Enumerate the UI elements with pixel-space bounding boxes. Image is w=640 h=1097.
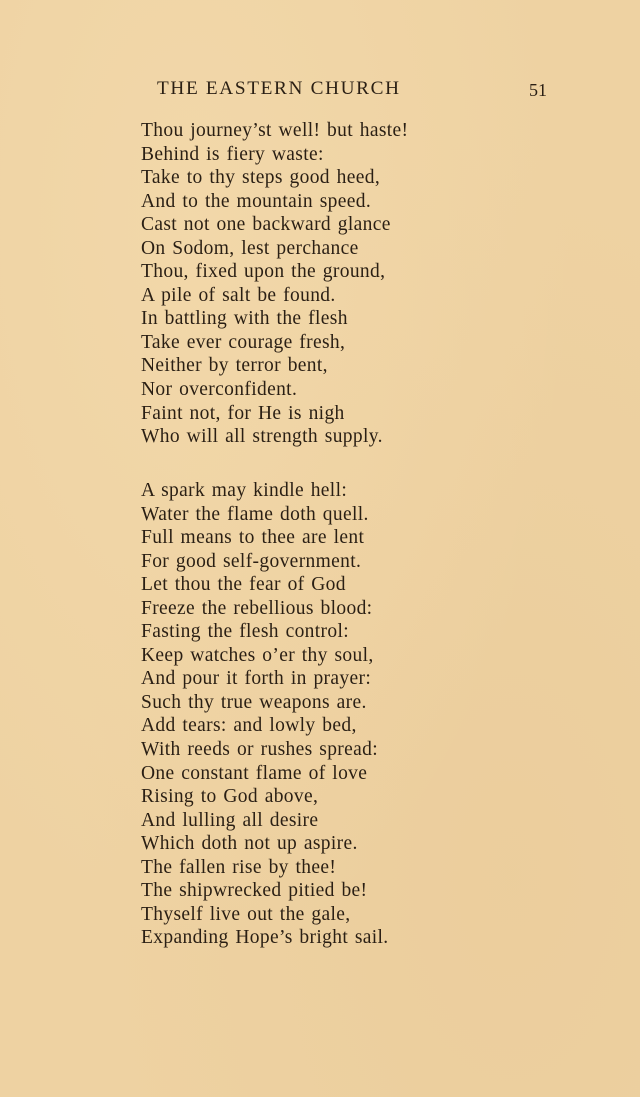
poem-line: Nor overconfident. bbox=[141, 379, 298, 401]
poem-line: A spark may kindle hell: bbox=[141, 480, 348, 501]
poem-line: Cast not one backward glance bbox=[141, 214, 391, 236]
poem-line: One constant flame of love bbox=[141, 762, 368, 784]
poem-line: Let thou the fear of God bbox=[141, 574, 346, 596]
poem-line: A pile of salt be found. bbox=[141, 284, 336, 306]
poem-line: For good self-government. bbox=[141, 550, 362, 572]
poem-line: Expanding Hope’s bright sail. bbox=[141, 927, 389, 949]
poem-line: The shipwrecked pitied be! bbox=[141, 880, 368, 902]
poem-line: Full means to thee are lent bbox=[141, 527, 365, 549]
poem-line: The fallen rise by thee! bbox=[141, 856, 337, 878]
poem-line: Thou, fixed upon the ground, bbox=[141, 261, 386, 283]
poem-line: Fasting the flesh control: bbox=[141, 621, 350, 643]
poem-line: In battling with the flesh bbox=[141, 308, 348, 330]
page-number: 51 bbox=[529, 80, 547, 100]
poem-line: Thou journey’st well! but haste! bbox=[141, 120, 409, 141]
poem-line: And lulling all desire bbox=[141, 809, 319, 831]
poem-line: Take ever courage fresh, bbox=[141, 331, 346, 353]
poem-line: Rising to God above, bbox=[141, 786, 319, 808]
poem-line: Thyself live out the gale, bbox=[141, 903, 351, 925]
poem-stanza-1 bbox=[141, 119, 408, 449]
poem-line: Faint not, for He is nigh bbox=[141, 402, 345, 424]
poem-line: Freeze the rebellious blood: bbox=[141, 597, 373, 619]
poem-stanza-2 bbox=[141, 479, 389, 950]
poem-line: Who will all strength supply. bbox=[141, 426, 383, 448]
poem-line: And to the mountain speed. bbox=[141, 190, 372, 212]
poem-line: Neither by terror bent, bbox=[141, 355, 328, 377]
running-title: THE EASTERN CHURCH bbox=[157, 79, 401, 99]
poem-line: Keep watches o’er thy soul, bbox=[141, 644, 374, 666]
poem-line: Add tears: and lowly bed, bbox=[141, 715, 357, 737]
poem-line: Which doth not up aspire. bbox=[141, 833, 358, 855]
poem-line: With reeds or rushes spread: bbox=[141, 739, 379, 761]
poem-line: And pour it forth in prayer: bbox=[141, 668, 372, 690]
poem-line: Behind is fiery waste: bbox=[141, 143, 324, 165]
poem-line: Take to thy steps good heed, bbox=[141, 167, 381, 189]
poem-line: On Sodom, lest perchance bbox=[141, 237, 359, 259]
poem-line: Such thy true weapons are. bbox=[141, 691, 367, 713]
poem-line: Water the flame doth quell. bbox=[141, 503, 369, 525]
